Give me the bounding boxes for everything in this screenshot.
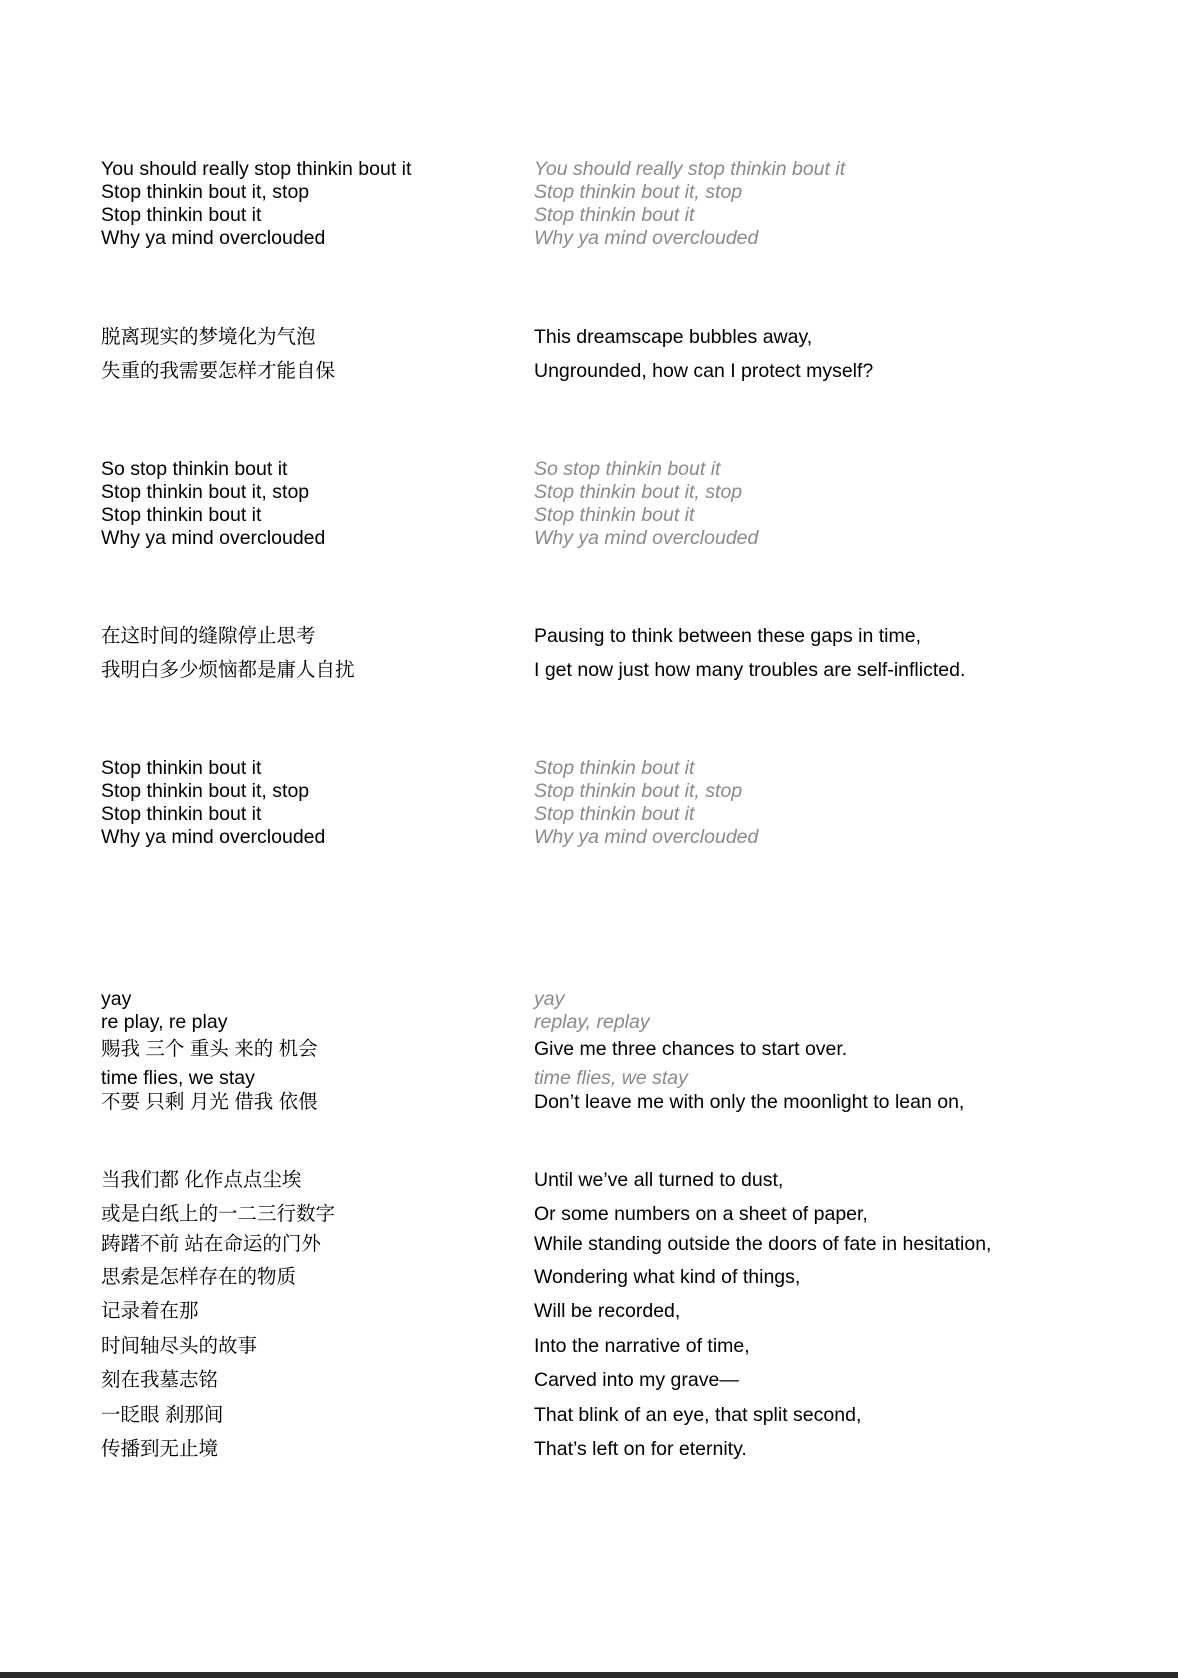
original-line: Stop thinkin bout it, stop [101,181,310,203]
original-line: yay [101,988,132,1010]
translation-line: This dreamscape bubbles away, [534,326,813,348]
original-line: Stop thinkin bout it, stop [101,780,310,802]
translation-line: Stop thinkin bout it [534,803,695,825]
translation-line: Stop thinkin bout it [534,757,695,779]
original-line: 在这时间的缝隙停止思考 [101,625,316,647]
original-line: 踌躇不前 站在命运的门外 [101,1233,321,1255]
original-line: 失重的我需要怎样才能自保 [101,360,336,382]
original-line: Why ya mind overclouded [101,527,326,549]
translation-line: Or some numbers on a sheet of paper, [534,1203,868,1225]
original-line: time flies, we stay [101,1067,255,1089]
original-line: 脱离现实的梦境化为气泡 [101,326,316,348]
original-line: 或是白纸上的一二三行数字 [101,1203,336,1225]
translation-line: Don’t leave me with only the moonlight to lean on, [534,1091,965,1113]
translation-line: Why ya mind overclouded [534,826,759,848]
original-line: 时间轴尽头的故事 [101,1335,258,1357]
translation-line: Wondering what kind of things, [534,1266,801,1288]
translation-line: Until we’ve all turned to dust, [534,1169,784,1191]
original-line: 传播到无止境 [101,1438,219,1460]
translation-line: Why ya mind overclouded [534,227,759,249]
original-line: 记录着在那 [101,1300,199,1322]
original-line: 思索是怎样存在的物质 [101,1266,297,1288]
original-line: Stop thinkin bout it [101,504,262,526]
translation-line: time flies, we stay [534,1067,688,1089]
translation-line: Stop thinkin bout it, stop [534,780,743,802]
original-line: Why ya mind overclouded [101,227,326,249]
translation-line: Stop thinkin bout it, stop [534,481,743,503]
original-line: 一眨眼 刹那间 [101,1404,224,1426]
original-line: Stop thinkin bout it, stop [101,481,310,503]
translation-line: I get now just how many troubles are self-inflicted. [534,659,966,681]
translation-line: That’s left on for eternity. [534,1438,747,1460]
original-line: 赐我 三个 重头 来的 机会 [101,1038,318,1060]
translation-line: Stop thinkin bout it [534,504,695,526]
translation-line: Ungrounded, how can I protect myself? [534,360,874,382]
translation-line: Will be recorded, [534,1300,681,1322]
translation-line: Stop thinkin bout it, stop [534,181,743,203]
translation-line: replay, replay [534,1011,650,1033]
original-line: Stop thinkin bout it [101,204,262,226]
translation-line: Carved into my grave— [534,1369,739,1391]
original-line: 刻在我墓志铭 [101,1369,219,1391]
translation-line: yay [534,988,565,1010]
translation-line: While standing outside the doors of fate in hesitation, [534,1233,992,1255]
translation-line: Why ya mind overclouded [534,527,759,549]
translation-line: You should really stop thinkin bout it [534,158,846,180]
original-line: So stop thinkin bout it [101,458,288,480]
original-line: Why ya mind overclouded [101,826,326,848]
original-line: Stop thinkin bout it [101,757,262,779]
translation-line: Stop thinkin bout it [534,204,695,226]
original-line: 当我们都 化作点点尘埃 [101,1169,302,1191]
translation-line: So stop thinkin bout it [534,458,721,480]
original-line: re play, re play [101,1011,228,1033]
translation-line: Pausing to think between these gaps in time, [534,625,921,647]
translation-line: Give me three chances to start over. [534,1038,848,1060]
original-line: 我明白多少烦恼都是庸人自扰 [101,659,355,681]
original-line: You should really stop thinkin bout it [101,158,412,180]
translation-line: That blink of an eye, that split second, [534,1404,862,1426]
original-line: Stop thinkin bout it [101,803,262,825]
translation-line: Into the narrative of time, [534,1335,750,1357]
original-line: 不要 只剩 月光 借我 依偎 [101,1091,318,1113]
page-bottom-edge [0,1672,1178,1678]
